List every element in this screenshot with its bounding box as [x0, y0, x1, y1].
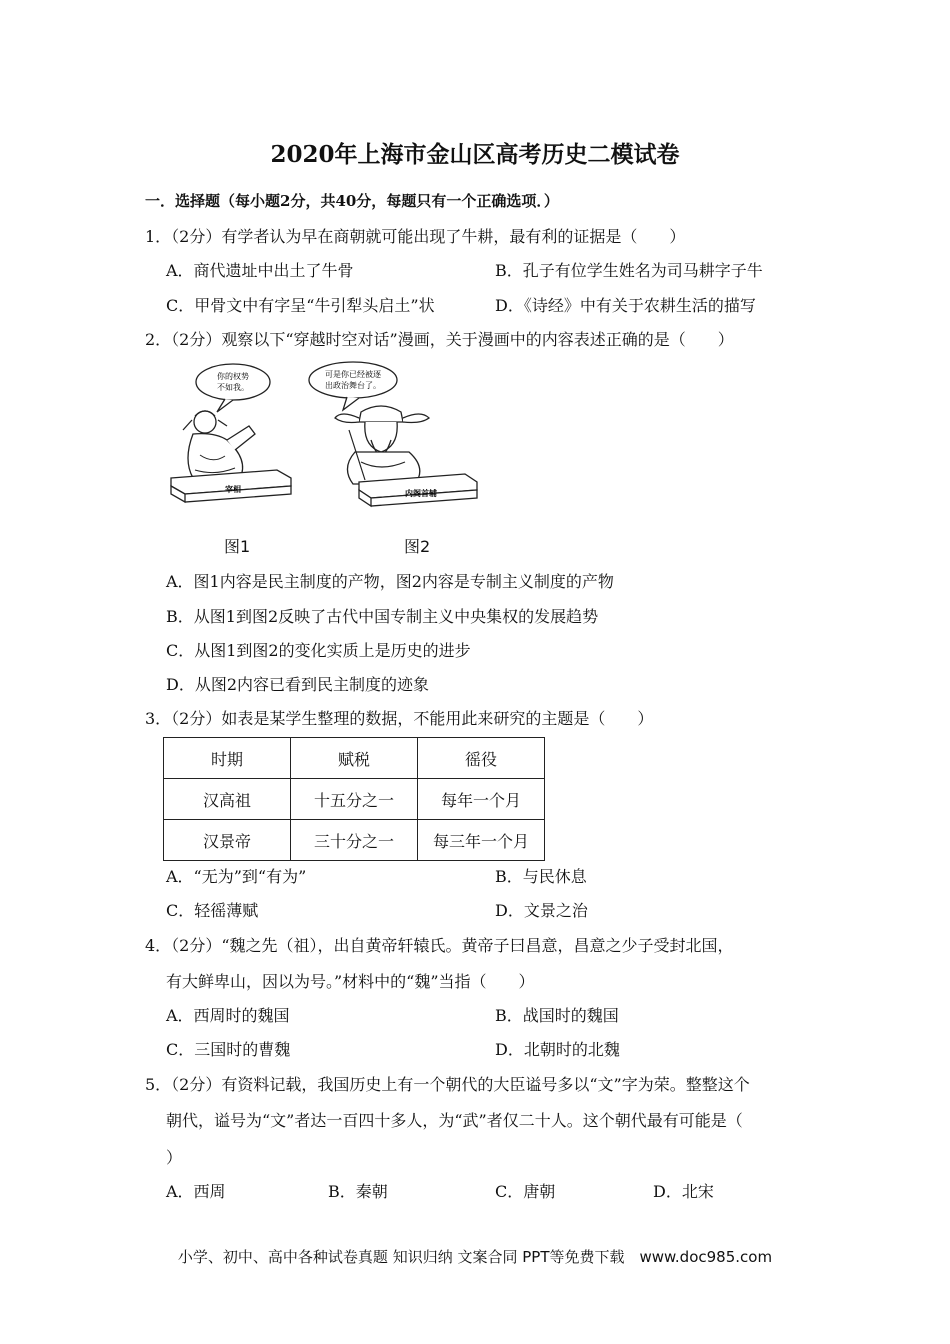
question-2-stem: 2．（2分）观察以下“穿越时空对话”漫画，关于漫画中的内容表述正确的是（ ）: [145, 330, 734, 349]
question-2-option-b: B．从图1到图2反映了古代中国专制主义中央集权的发展趋势: [166, 607, 599, 626]
table-header-tax: 赋税: [291, 738, 418, 779]
table-cell: 三十分之一: [291, 820, 418, 861]
table-row: [164, 779, 545, 820]
question-4-stem-line-1: 4．（2分）“魏之先（祖），出自黄帝轩辕氏。黄帝子曰昌意，昌意之少子受封北国，: [145, 936, 734, 955]
bubble-2-line-2: 出政治舞台了。: [325, 381, 381, 390]
table-cell: 汉高祖: [164, 779, 291, 820]
question-4-stem-line-2: 有大鲜卑山，因以为号。”材料中的“魏”当指（ ）: [166, 972, 535, 991]
bubble-1-line-1: 你的权势: [217, 372, 249, 381]
question-4-option-a: A．西周时的魏国: [166, 1006, 290, 1025]
question-2-option-d: D．从图2内容已看到民主制度的迹象: [166, 675, 430, 694]
question-4-option-c: C．三国时的曹魏: [166, 1040, 291, 1059]
question-1-option-a: A．商代遗址中出土了牛骨: [166, 261, 354, 280]
question-1-option-d: D．《诗经》中有关于农耕生活的描写: [495, 296, 756, 315]
data-table: [163, 737, 545, 861]
question-2-option-c: C．从图1到图2的变化实质上是历史的进步: [166, 641, 471, 660]
cartoon-figure: [165, 360, 495, 520]
question-4-option-d: D．北朝时的北魏: [495, 1040, 620, 1059]
question-5-stem-line-2: 朝代，谥号为“文”者达一百四十多人，为“武”者仅二十人。这个朝代最有可能是（: [166, 1111, 743, 1130]
question-1-stem: 1．（2分）有学者认为早在商朝就可能出现了牛耕，最有利的证据是（ ）: [145, 227, 686, 246]
table-cell: 汉景帝: [164, 820, 291, 861]
table-cell: 十五分之一: [291, 779, 418, 820]
page-footer: 小学、初中、高中各种试卷真题 知识归纳 文案合同 PPT等免费下载 www.doc985.com: [177, 1248, 773, 1266]
table-cell: 每年一个月: [418, 779, 545, 820]
page-title: 2020年上海市金山区高考历史二模试卷: [270, 141, 680, 168]
figure-1-caption: 图1: [224, 537, 251, 556]
question-1-option-c: C．甲骨文中有字呈“牛引犁头启土”状: [166, 296, 435, 315]
question-3-stem: 3．（2分）如表是某学生整理的数据，不能用此来研究的主题是（ ）: [145, 709, 654, 728]
table-header-period: 时期: [164, 738, 291, 779]
table-row: [164, 820, 545, 861]
section-heading: 一．选择题（每小题2分，共40分，每题只有一个正确选项．）: [145, 192, 559, 210]
bubble-1-line-2: 不如我。: [217, 383, 249, 392]
base-2-label: 内阁首辅: [405, 489, 437, 498]
question-5-option-d: D．北宋: [653, 1182, 714, 1201]
cartoon-drawing: [165, 360, 495, 520]
question-3-option-d: D．文景之治: [495, 901, 588, 920]
table-cell: 每三年一个月: [418, 820, 545, 861]
question-4-option-b: B．战国时的魏国: [495, 1006, 619, 1025]
question-3-option-b: B．与民休息: [495, 867, 587, 886]
base-1-label: 宰相: [225, 485, 241, 494]
question-5-stem-line-1: 5．（2分）有资料记载，我国历史上有一个朝代的大臣谥号多以“文”字为荣。整整这个: [145, 1075, 750, 1094]
table-header-corvee: 徭役: [418, 738, 545, 779]
bubble-2-line-1: 可是你已经被逐: [325, 370, 381, 379]
question-3-option-a: A．“无为”到“有为”: [166, 867, 307, 886]
question-3-option-c: C．轻徭薄赋: [166, 901, 259, 920]
figure-2-caption: 图2: [404, 537, 431, 556]
question-2-option-a: A．图1内容是民主制度的产物，图2内容是专制主义制度的产物: [166, 572, 614, 591]
table-row: [164, 738, 545, 779]
question-1-option-b: B．孔子有位学生姓名为司马耕字子牛: [495, 261, 763, 280]
question-5-option-c: C．唐朝: [495, 1182, 556, 1201]
question-5-stem-line-3: ）: [166, 1148, 183, 1167]
question-5-option-a: A．西周: [166, 1182, 226, 1201]
question-5-option-b: B．秦朝: [328, 1182, 388, 1201]
